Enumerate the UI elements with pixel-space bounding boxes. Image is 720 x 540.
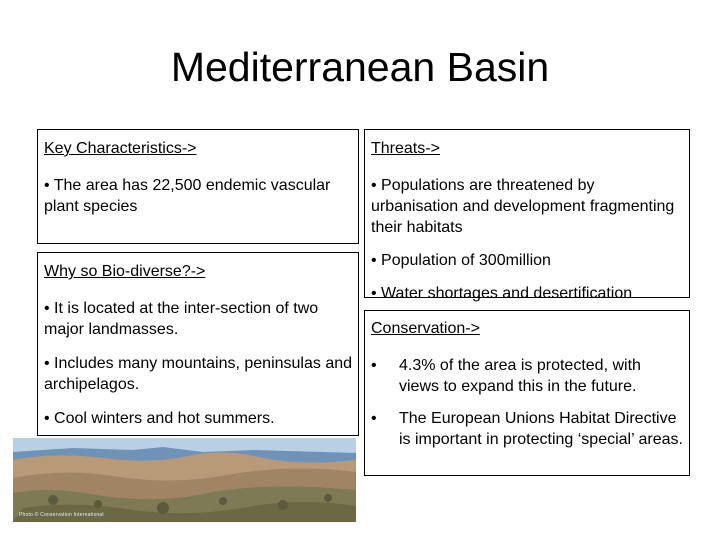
photo-credit: Photo © Conservation International [19,512,104,518]
key-characteristics-heading: Key Characteristics-> [44,140,197,157]
threats-bullet: • Population of 300million [371,252,551,269]
bullet-marker: • [371,357,377,374]
threats-bullet: • Water shortages and desertification [371,285,633,302]
conservation-heading: Conservation-> [371,320,480,337]
threats-bullet: • Populations are threatened by urbanisation and development fragmenting their habitats [371,177,675,236]
why-biodiverse-box [37,252,359,436]
key-characteristics-box [37,129,359,244]
conservation-item-text: 4.3% of the area is protected, with views to expand this in the future. [399,357,641,395]
slide-title: Mediterranean Basin [170,44,550,90]
why-biodiverse-bullet: • It is located at the inter-section of two major landmasses. [44,300,319,338]
conservation-box [364,310,690,476]
why-biodiverse-bullet: • Includes many mountains, peninsulas and archipelagos. [44,355,353,393]
coastline-photo-image [13,438,356,522]
conservation-item [371,355,683,397]
conservation-item [371,408,683,450]
threats-box [364,129,690,302]
threats-heading: Threats-> [371,140,440,157]
why-biodiverse-heading: Why so Bio-diverse?-> [44,263,206,280]
key-characteristics-bullet: • The area has 22,500 endemic vascular plant species [44,177,331,215]
bullet-marker: • [371,410,377,427]
coastline-photo [13,438,356,522]
why-biodiverse-bullet: • Cool winters and hot summers. [44,410,275,427]
conservation-item-text: The European Unions Habitat Directive is important in protecting ‘special’ areas. [399,410,683,448]
